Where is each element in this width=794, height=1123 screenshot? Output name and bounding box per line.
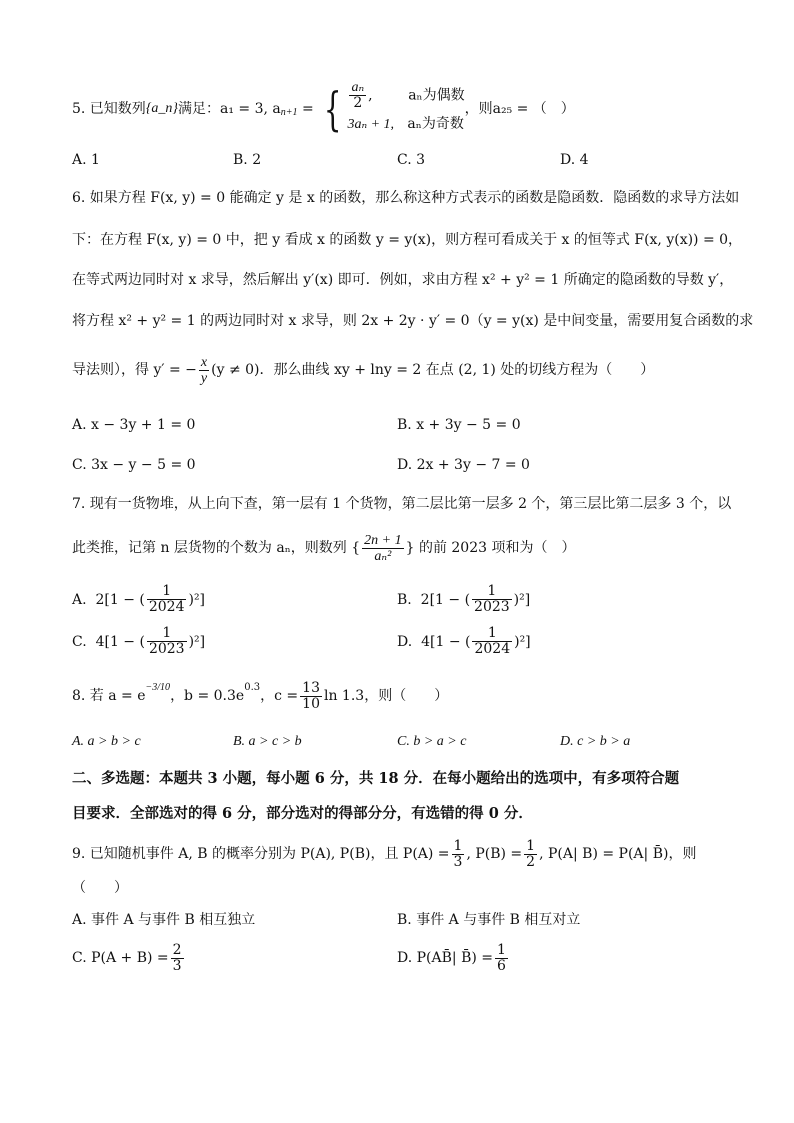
q7-frac-den: aₙ² bbox=[374, 548, 392, 564]
q9-stem bbox=[72, 834, 696, 874]
q8-exp-b: 0.3 bbox=[244, 682, 261, 693]
q9-option-d[interactable] bbox=[397, 938, 510, 978]
q8-option-a[interactable]: A. a > b > c bbox=[72, 734, 141, 749]
q8-stem bbox=[72, 676, 448, 716]
q6-option-a[interactable]: A. x − 3y + 1 = 0 bbox=[72, 417, 196, 433]
q7-option-c-pre: 4[1 − ( bbox=[95, 633, 145, 650]
q7-option-d-post: )²] bbox=[514, 633, 531, 650]
q5-case1-den: 2 bbox=[353, 95, 363, 111]
q5-cases: $\frac{\text{aₙ}}{2}$ , aₙ为偶数 3aₙ + 1, aₙ为奇数 bbox=[347, 80, 465, 132]
q5-stem: 5. 已知数列 {a_n} 满足：a₁ = 3, a n+1 = { $\frac{\text{aₙ}}{2}$ , aₙ为偶数 3aₙ + 1, aₙ为奇数 ，则a₂₅ = （ ） bbox=[72, 80, 575, 136]
q9-option-a[interactable]: A. 事件 A 与事件 B 相互独立 bbox=[72, 912, 256, 928]
q7-option-b-num: 1 bbox=[472, 584, 512, 600]
q7-option-d-pre: 4[1 − ( bbox=[421, 633, 471, 650]
q7-option-a-label: A. bbox=[72, 591, 87, 608]
q7-option-b-label: B. bbox=[397, 591, 412, 608]
q8-exp-a: −3/10 bbox=[145, 682, 171, 693]
q9-option-b[interactable]: B. 事件 A 与事件 B 相互对立 bbox=[397, 912, 581, 928]
q9-pb-den: 2 bbox=[526, 853, 536, 870]
q7-option-a[interactable] bbox=[72, 584, 205, 615]
section2-line-1: 二、多选题：本题共 3 小题，每小题 6 分，共 18 分．在每小题给出的选项中，有多项符合题 bbox=[72, 770, 680, 787]
q7-option-d-den: 2024 bbox=[474, 641, 511, 657]
q7-line2-b: } 的前 2023 项和为（ ） bbox=[405, 540, 576, 556]
q6-line5-b: (y ≠ 0)．那么曲线 xy + lny = 2 在点 (2, 1) 处的切线方程为（ ） bbox=[211, 362, 655, 378]
q9-pa-den: 3 bbox=[453, 853, 463, 870]
q8-stem-a: 8. 若 a = e bbox=[72, 688, 146, 704]
q9-option-c-pre: C. P(A + B) = bbox=[72, 950, 169, 966]
q6-line-2: 下：在方程 F(x, y) = 0 中，把 y 看成 x 的函数 y = y(x)，则方程可看成关于 x 的恒等式 F(x, y(x)) = 0， bbox=[72, 232, 743, 248]
q7-option-d[interactable] bbox=[397, 626, 531, 657]
q9-pa-num: 1 bbox=[453, 837, 463, 854]
q9-pb-num: 1 bbox=[526, 837, 536, 854]
q7-option-c-num: 1 bbox=[147, 626, 187, 642]
q5-option-b[interactable]: B. 2 bbox=[233, 152, 262, 168]
q5-case2-cond: aₙ为奇数 bbox=[407, 116, 464, 132]
q7-line-1: 7. 现有一货物堆，从上向下查，第一层有 1 个货物，第二层比第一层多 2 个，第三层比第二层多 3 个，以 bbox=[72, 496, 732, 512]
q8-option-d[interactable]: D. c > b > a bbox=[560, 734, 631, 749]
q6-option-b[interactable]: B. x + 3y − 5 = 0 bbox=[397, 417, 521, 433]
q6-line5-a: 导法则），得 y′ = − bbox=[72, 362, 197, 378]
q9-option-d-num: 1 bbox=[497, 941, 506, 958]
q9-paren: （ ） bbox=[72, 880, 128, 896]
q5-stem-before: 5. 已知数列 bbox=[72, 101, 146, 117]
q9-option-d-den: 6 bbox=[497, 957, 506, 974]
q7-line-2 bbox=[72, 528, 575, 568]
q7-option-d-label: D. bbox=[397, 633, 413, 650]
q7-option-b-den: 2023 bbox=[474, 599, 510, 615]
q7-option-d-num: 1 bbox=[472, 626, 512, 642]
q6-line-1: 6. 如果方程 F(x, y) = 0 能确定 y 是 x 的函数，那么称这种方式表示的函数是隐函数．隐函数的求导方法如 bbox=[72, 190, 740, 206]
q5-stem-mid: 满足：a₁ = 3, a bbox=[178, 101, 281, 117]
q7-option-b-post: )²] bbox=[513, 591, 531, 608]
q5-seq: {a_n} bbox=[145, 101, 179, 116]
q7-option-c[interactable] bbox=[72, 626, 205, 657]
q6-line-4: 将方程 x² + y² = 1 的两边同时对 x 求导，则 2x + 2y · y′ = 0（y = y(x) 是中间变量，需要用复合函数的求 bbox=[72, 313, 754, 329]
q5-case2-expr: 3aₙ + 1, bbox=[347, 117, 395, 132]
q7-option-a-pre: 2[1 − ( bbox=[95, 591, 145, 608]
q8-option-b[interactable]: B. a > c > b bbox=[233, 734, 302, 749]
q9-stem-a: 9. 已知随机事件 A, B 的概率分别为 P(A), P(B)，且 P(A) = bbox=[72, 846, 450, 862]
q7-frac-num: 2n + 1 bbox=[364, 532, 402, 548]
q5-option-c[interactable]: C. 3 bbox=[397, 152, 426, 168]
q6-option-c[interactable]: C. 3x − y − 5 = 0 bbox=[72, 457, 196, 473]
q9-option-c-num: 2 bbox=[172, 941, 182, 958]
q6-line-5 bbox=[72, 352, 654, 388]
q5-option-d[interactable]: D. 4 bbox=[560, 152, 589, 168]
q6-frac-den: y bbox=[200, 370, 208, 386]
q8-stem-b: ，b = 0.3e bbox=[170, 688, 245, 704]
q7-option-a-post: )²] bbox=[188, 591, 206, 608]
q9-stem-c: , P(A| B) = P(A| B̄)，则 bbox=[539, 846, 697, 862]
q8-stem-c: ，c = bbox=[260, 688, 299, 704]
q7-option-b[interactable] bbox=[397, 584, 530, 615]
q9-option-c[interactable] bbox=[72, 938, 186, 978]
section2-line-2: 目要求．全部选对的得 6 分，部分选对的得部分分，有选错的得 0 分． bbox=[72, 805, 533, 822]
q5-case1-cond: aₙ为偶数 bbox=[408, 87, 465, 104]
q5-case1-num: aₙ bbox=[351, 80, 365, 95]
q9-stem-b: , P(B) = bbox=[466, 846, 523, 862]
q5-stem-after: ，则a₂₅ = （ ） bbox=[464, 101, 575, 117]
q6-option-d[interactable]: D. 2x + 3y − 7 = 0 bbox=[397, 457, 530, 473]
q8-c-den: 10 bbox=[302, 695, 320, 712]
q7-option-c-den: 2023 bbox=[148, 641, 185, 657]
q9-option-c-den: 3 bbox=[172, 957, 182, 974]
q7-option-a-den: 2024 bbox=[148, 599, 185, 615]
q6-line-3: 在等式两边同时对 x 求导，然后解出 y′(x) 即可．例如，求由方程 x² + y² = 1 所确定的隐函数的导数 y′， bbox=[72, 272, 734, 288]
q7-option-a-num: 1 bbox=[147, 584, 187, 600]
q6-frac-num: x bbox=[200, 354, 208, 370]
q8-stem-d: ln 1.3，则（ ） bbox=[323, 688, 449, 704]
q7-line2-a: 此类推，记第 n 层货物的个数为 aₙ，则数列 { bbox=[72, 540, 361, 556]
q5-option-a[interactable]: A. 1 bbox=[72, 152, 100, 168]
q7-option-b-pre: 2[1 − ( bbox=[420, 591, 471, 608]
q7-option-c-post: )²] bbox=[188, 633, 206, 650]
q8-c-num: 13 bbox=[302, 679, 320, 696]
q7-option-c-label: C. bbox=[72, 633, 87, 650]
q8-option-c[interactable]: C. b > a > c bbox=[397, 734, 467, 749]
q5-brace: { bbox=[324, 82, 342, 136]
q9-option-d-pre: D. P(AB̄| B̄) = bbox=[397, 950, 494, 966]
